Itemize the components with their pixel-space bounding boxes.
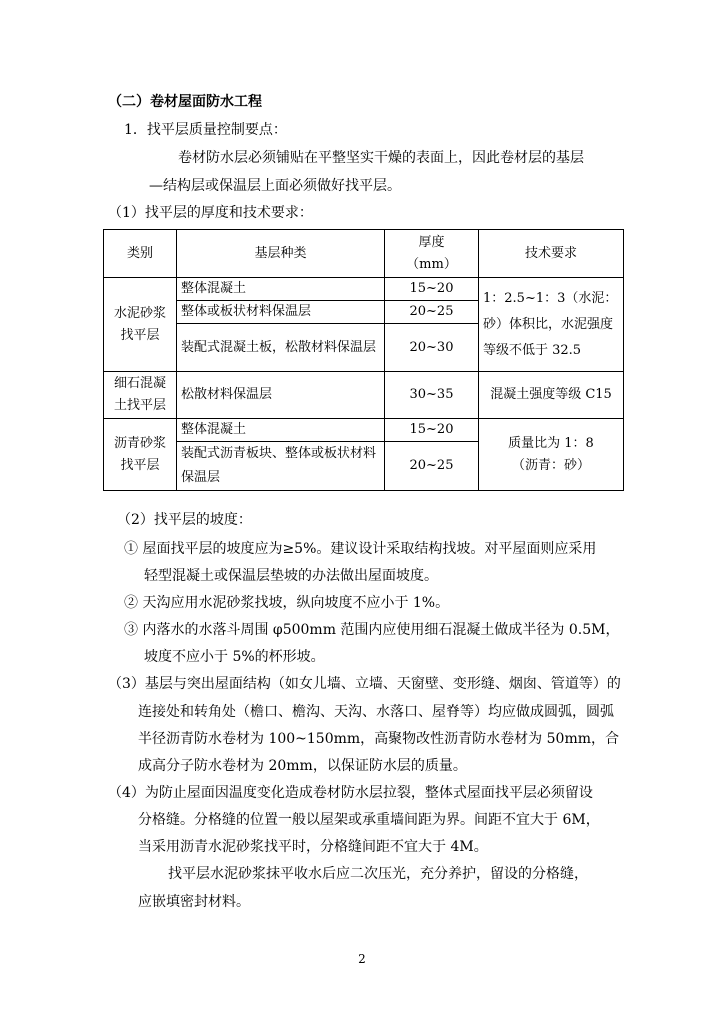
thickness-cell: 20~30	[385, 324, 479, 372]
base-cell: 装配式沥青板块、整体或板状材料保温层	[177, 442, 385, 491]
thickness-cell: 15~20	[385, 278, 479, 301]
sub3-line3: 半径沥青防水卷材为 100~150mm，高聚物改性沥青防水卷材为 50mm，合	[138, 731, 619, 747]
sub4-line1: （4）为防止屋面因温度变化造成卷材防水层拉裂，整体式屋面找平层必须留设	[108, 785, 593, 801]
table-header-row	[104, 230, 624, 278]
sub2-p2: ② 天沟应用水泥砂浆找坡，纵向坡度不应小于 1%。	[124, 595, 450, 611]
sub4-line3: 当采用沥青水泥砂浆找平时，分格缝间距不宜大于 4M。	[138, 839, 488, 855]
sub3-line2: 连接处和转角处（檐口、檐沟、天沟、水落口、屋脊等）均应做成圆弧，圆弧	[138, 704, 614, 720]
sub2-p1-line2: 轻型混凝土或保温层垫坡的办法做出屋面坡度。	[144, 568, 438, 584]
sub4-line2: 分格缝。分格缝的位置一般以屋架或承重墙间距为界。间距不宜大于 6M，	[138, 812, 600, 828]
tech-req-line1: 质量比为 1：8	[508, 435, 594, 451]
intro-line1: 卷材防水层必须铺贴在平整坚实干燥的表面上，因此卷材层的基层	[178, 150, 584, 166]
header-thickness-line1: 厚度	[418, 234, 445, 250]
thickness-table	[103, 229, 624, 491]
intro-line2: —结构层或保温层上面必须做好找平层。	[149, 178, 401, 194]
thickness-cell: 30~35	[385, 372, 479, 419]
category-cell: 细石混凝土找平层	[104, 372, 177, 419]
tech-req-line2: （沥青：砂）	[511, 457, 590, 473]
sub2-p3-line2: 坡度不应小于 5%的杯形坡。	[144, 649, 325, 665]
base-cell: 整体或板状材料保温层	[177, 301, 385, 324]
category-cell: 水泥砂浆找平层	[104, 278, 177, 372]
sub2-p3-line1: ③ 内落水的水落斗周围 φ500mm 范围内应使用细石混凝土做成半径为 0.5M，	[124, 622, 620, 638]
header-thickness	[385, 230, 479, 278]
tech-req-cell	[479, 419, 624, 491]
base-cell: 整体混凝土	[177, 419, 385, 442]
sub3-line4: 成高分子防水卷材为 20mm，以保证防水层的质量。	[138, 758, 467, 774]
sub2-title: （2）找平层的坡度：	[117, 512, 252, 528]
base-cell: 松散材料保温层	[177, 372, 385, 419]
sub1-title: （1）找平层的厚度和技术要求：	[108, 205, 313, 221]
sub3-line1: （3）基层与突出屋面结构（如女儿墙、立墙、天窗壁、变形缝、烟囱、管道等）的	[108, 676, 621, 692]
base-cell: 装配式混凝土板，松散材料保温层	[177, 324, 385, 372]
category-cell: 沥青砂浆找平层	[104, 419, 177, 491]
thickness-cell: 20~25	[385, 301, 479, 324]
thickness-cell: 20~25	[385, 442, 479, 491]
table-row	[104, 419, 624, 442]
sub2-p1-line1: ① 屋面找平层的坡度应为≥5%。建议设计采取结构找坡。对平屋面则应采用	[124, 541, 597, 557]
section-title: （二）卷材屋面防水工程	[108, 94, 262, 110]
header-base-type: 基层种类	[177, 230, 385, 278]
header-thickness-line2: （mm）	[406, 256, 457, 272]
tech-req-cell: 1：2.5~1：3（水泥：砂）体积比，水泥强度等级不低于 32.5	[479, 278, 624, 372]
table-row	[104, 372, 624, 419]
header-category: 类别	[104, 230, 177, 278]
header-tech-req: 技术要求	[479, 230, 624, 278]
tech-req-cell: 混凝土强度等级 C15	[479, 372, 624, 419]
page-number: 2	[358, 952, 366, 966]
table-row	[104, 278, 624, 301]
item1-title: 1．找平层质量控制要点：	[124, 122, 287, 138]
thickness-cell: 15~20	[385, 419, 479, 442]
closing-line2: 应嵌填密封材料。	[138, 894, 250, 910]
closing-line1: 找平层水泥砂浆抹平收水后应二次压光，充分养护，留设的分格缝，	[168, 866, 588, 882]
base-cell: 整体混凝土	[177, 278, 385, 301]
